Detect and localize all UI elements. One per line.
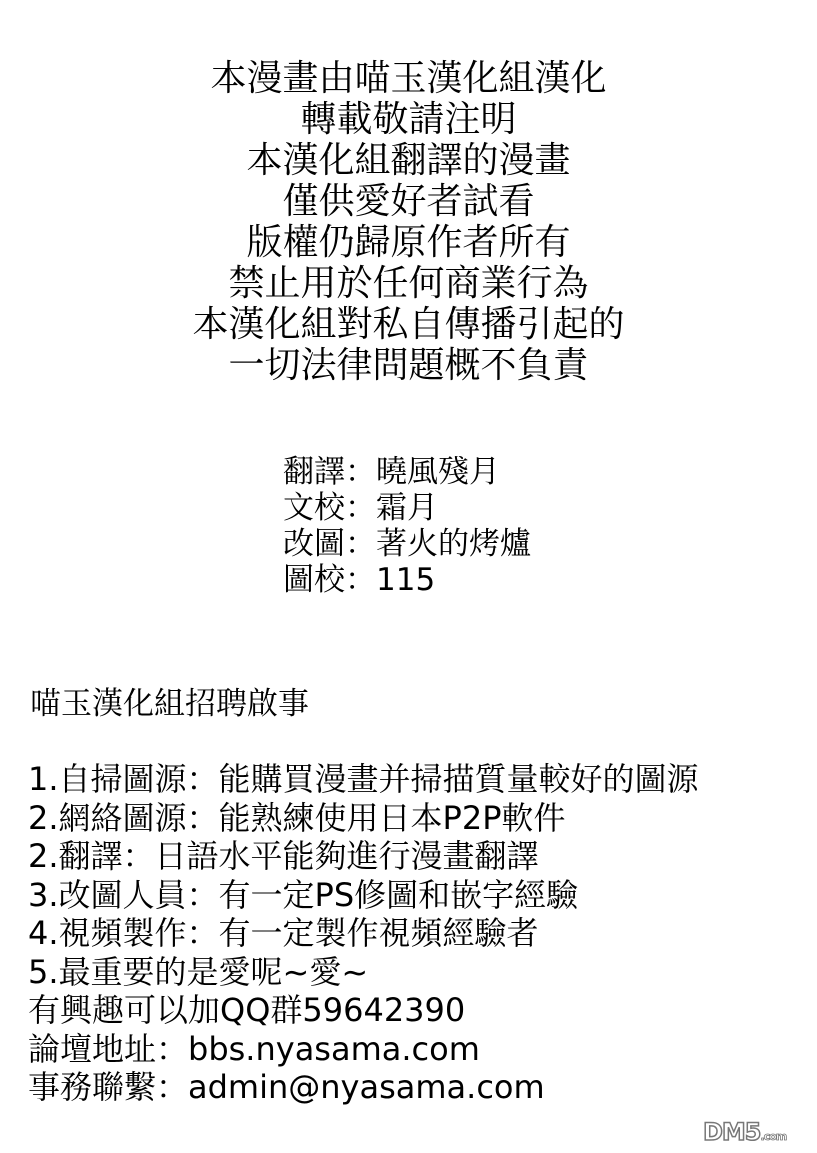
logo-main: DM5 — [703, 1118, 761, 1146]
dm5-watermark-logo — [703, 1118, 786, 1146]
list-item: 2.網絡圖源：能熟練使用日本P2P軟件 — [28, 798, 566, 837]
staff-credits — [283, 454, 531, 598]
notice-line: 本漫畫由喵玉漢化組漢化 — [210, 58, 607, 99]
credit-image-check: 圖校：115 — [283, 562, 436, 598]
list-item: 5.最重要的是愛呢~愛~ — [28, 952, 369, 991]
list-item: 2.翻譯：日語水平能夠進行漫畫翻譯 — [28, 837, 539, 875]
logo-suffix: .com — [760, 1130, 787, 1143]
notice-line: 本漢化組對私自傳播引起的 — [192, 304, 625, 345]
notice-line: 本漢化組翻譯的漫畫 — [246, 140, 571, 181]
qq-group: 有興趣可以加QQ群59642390 — [28, 991, 466, 1029]
notice-line: 僅供愛好者試看 — [282, 181, 535, 222]
notice-line: 轉載敬請注明 — [300, 99, 517, 140]
forum-address: 論壇地址：bbs.nyasama.com — [28, 1029, 480, 1068]
list-item: 1.自掃圖源：能購買漫畫并掃描質量較好的圖源 — [28, 760, 699, 798]
notice-line: 禁止用於任何商業行為 — [228, 263, 589, 304]
list-item: 4.視頻製作：有一定製作視頻經驗者 — [28, 914, 539, 952]
recruitment-title: 喵玉漢化組招聘啟事 — [30, 686, 309, 722]
list-item: 3.改圖人員：有一定PS修圖和嵌字經驗 — [28, 875, 579, 914]
credit-editing: 改圖：著火的烤爐 — [283, 526, 531, 562]
copyright-notice — [0, 58, 817, 386]
notice-line: 版權仍歸原作者所有 — [246, 222, 571, 263]
notice-line: 一切法律問題概不負責 — [228, 345, 589, 386]
recruitment-list — [28, 760, 699, 1107]
credit-proofreading: 文校：霜月 — [283, 490, 438, 526]
credit-translation: 翻譯：曉風殘月 — [283, 454, 500, 490]
contact-email: 事務聯繫：admin@nyasama.com — [28, 1068, 545, 1106]
